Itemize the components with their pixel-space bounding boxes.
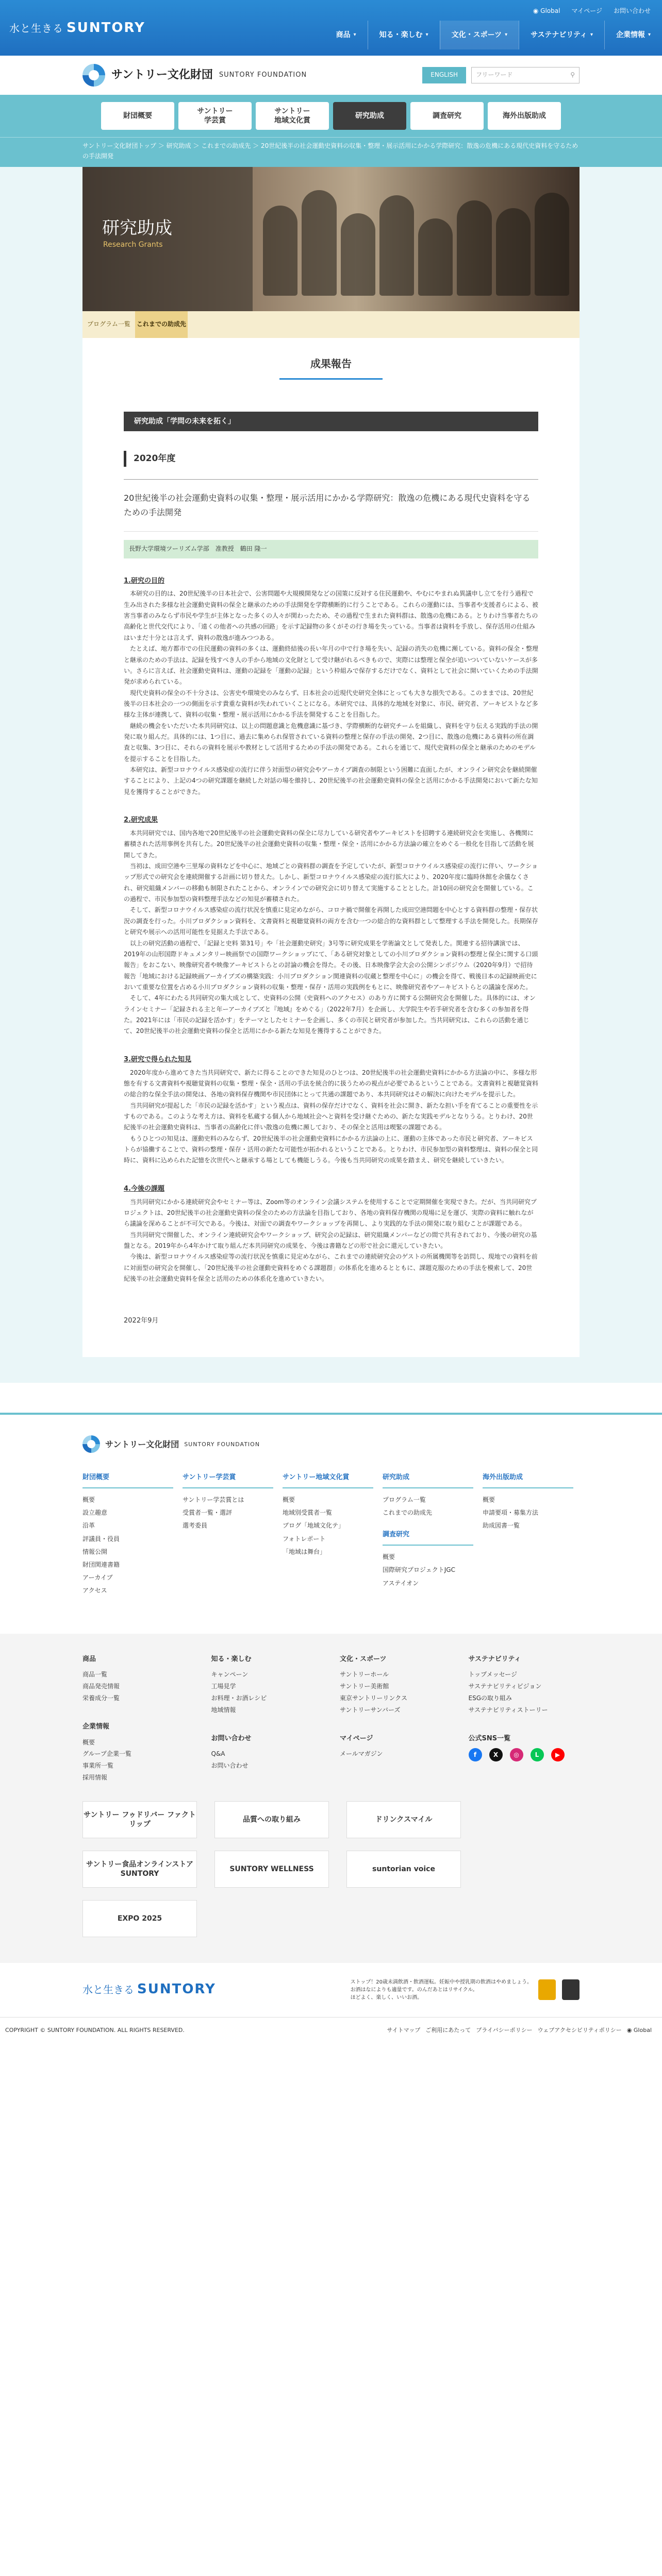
banner-grid [82,1801,580,1937]
footer-brand-bar [0,1963,662,2018]
corp-link[interactable]: 事業所一覧 [82,1762,114,1770]
footer-link[interactable]: 受賞者一覧・選評 [183,1509,233,1517]
foundation-footer [0,1413,662,1613]
section-paragraph: 当初は、成田空港や三里塚の資料などを中心に、地域ごとの資料群の調査を予定していたが、新型コロナウイルス感染症の流行に伴い、ワークショップ形式での研究会を連続開催する計画に切り替えた。しかし、新型コロナウイルス感染症の流行拡大により、2020年度に臨時休館を余儀なくされ、研究組織メンバーの移動も制限されたことから、オンラインでの研究会に切り替えて実施することとした。計10回の研究会を開催している。この過程で、市民参加型の資料整理手法などの知見が蓄積された。 [124,862,538,903]
footer-link[interactable]: 地域別受賞者一覧 [283,1509,333,1517]
banner-3[interactable]: サントリー食品オンラインストア SUNTORY [82,1851,197,1888]
report-section [124,1055,538,1166]
footer-col-3 [383,1472,473,1597]
global-nav-item-0[interactable]: 商品 ▾ [336,30,356,39]
corp-col-heading[interactable]: 文化・スポーツ [340,1655,387,1663]
global-nav-item-4[interactable]: 企業情報 ▾ [604,21,662,49]
suntory-logo[interactable]: 水と生きる SUNTORY [9,20,145,36]
search-icon[interactable]: ⚲ [570,71,575,79]
corp-col-c1 [82,1654,194,1784]
section-heading: 3.研究で得られた知見 [124,1055,191,1063]
chevron-down-icon: ▾ [425,32,428,38]
corp-link[interactable]: 概要 [82,1738,95,1746]
footer-bottom-link-2[interactable]: プライバシーポリシー [476,2026,533,2033]
copyright: COPYRIGHT © SUNTORY FOUNDATION. ALL RIGHTS RESERVED. [5,2026,185,2033]
section-paragraph: 2020年度から進めてきた当共同研究で、新たに得ることのできた知見のひとつは、20世紀後半の社会運動史資料にかかる方法論の中に、多様な形態を有する文書資料や視聴覚資料の収集・整理・保全・活用の手法を統合的に扱うための視点が必要であるということである。文書資料と視聴覚資料の総合的な保全手法の開発は、各地の資料保存機関や市民団体にとって共通の課題であり、本共同研究はその解決に向けたモデルを提示した。 [124,1069,539,1098]
chevron-down-icon: ▾ [505,32,508,38]
section-heading: 4.今後の課題 [124,1184,164,1193]
local-nav-item-4[interactable]: 調査研究 [410,102,484,130]
section-paragraph: もうひとつの知見は、運動史料のみならず、20世紀後半の社会運動史資料にかかる方法論の上に、運動の主体であった市民と研究者、アーキビストらが協働することで、資料の整理・保存・活用の新たな可能性が拓かれるということである。とりわけ、市民参加型の資料整理は、資料の保全と同時に、資料に込められた記憶を次世代へと継承する場としても機能しうる。今後も当共同研究の成果を踏まえ、研究を継続していきたい。 [124,1134,538,1164]
sns-icon[interactable]: X [489,1748,503,1761]
corp-link[interactable]: 商品発売情報 [82,1683,120,1690]
footer-link[interactable]: 情報公開 [82,1548,108,1555]
banner-0[interactable]: サントリー フゥドリバー ファクトリップ [82,1801,197,1838]
chevron-down-icon: ▾ [648,32,651,38]
footer-bottom-link-4[interactable]: ◉ Global [626,2026,652,2033]
footer-link[interactable]: 概要 [383,1553,395,1561]
footer-bottom-link-0[interactable]: サイトマップ [387,2026,421,2033]
corp-link[interactable]: トップメッセージ [468,1671,517,1679]
global-nav [325,21,662,49]
footer-link[interactable]: サントリー学芸賞とは [183,1496,244,1504]
footer-col-heading[interactable]: 研究助成 [383,1472,473,1488]
section-paragraph: そして、4年にわたる共同研究の集大成として、史資料の公開（史資料へのアクセス）のあり方に関する公開研究会を開催した。具体的には、オンラインセミナー「記録される主と年ーアーカイブズと『地域』をめぐる」（2022年7月）を企画し、大学院生や若手研究者を含む多くの参加者を得た。2021年には「市民の記録を活かす」をテーマとしたセミナーを企画し、多くの市民と研究者が参加した。当共同研究は、これらの活動を通じて、20世紀後半の社会運動史資料の保全と活用にかかる新たな知見を獲得することができた。 [124,994,536,1035]
foundation-mark-icon [82,1435,100,1453]
corp-link[interactable]: サントリーホール [340,1671,389,1679]
corp-link[interactable]: ESGの取り組み [468,1694,512,1702]
corp-link[interactable]: サステナビリティビジョン [468,1683,542,1690]
section-paragraph: 現代史資料の保全の不十分さは、公害史や環境史のみならず、日本社会の近現代史研究全体にとっても大きな損失である。このままでは、20世紀後半の日本社会の一つの側面を示す貴重な資料が失われていくことになる。本研究では、具体的な地域を対象に、市民、研究者、アーキビストなど多様な主体が連携して、資料の収集・整理・展示活用にかかる手法を開発することを目指した。 [124,689,538,719]
footer-link[interactable]: ブログ「地域文化テ」 [283,1522,345,1530]
footer-col-2 [283,1472,373,1597]
hero-banner [82,167,580,311]
banner-4[interactable]: SUNTORY WELLNESS [214,1851,329,1888]
tab-1[interactable]: これまでの助成先 [135,311,188,338]
footer-link[interactable]: 評議員・役員 [82,1535,120,1543]
footer-link[interactable]: 財団関連書籍 [82,1561,120,1569]
main-content [82,338,580,1358]
footer-link[interactable]: 選考委員 [183,1522,208,1530]
hero-photo [253,167,580,311]
sns-icon[interactable]: ▶ [551,1748,565,1761]
section-paragraph: 当共同研究にかかる連続研究会やセミナー等は、Zoom等のオンライン会議システムを使用することで定期開催を実現できた。だが、当共同研究プロジェクトは、20世紀後半の社会運動史資料の保全のための方法論を目指しており、各地の資料保存機関の現場に足を運び、実際の資料に触れながら議論を深めることが不可欠である。今後は、対面での調査やワークショップを再開し、より実践的な手法の開発に取り組むことが課題である。 [124,1198,537,1228]
banner-5[interactable]: suntorian voice [346,1851,461,1888]
english-button[interactable]: ENGLISH [422,67,466,83]
sub-tabs [82,311,580,338]
corp-link[interactable]: 工場見学 [211,1683,236,1690]
section-paragraph: 本研究の目的は、20世紀後半の日本社会で、公害問題や大規模開発などの国策に反対する住民運動や、やむにやまれぬ異議申し立てを行う過程で生み出された多様な社会運動史資料の保全と継承のための手法開発を学際横断的に行うことである。これらの運動には、当事者や支援者らによる、被害当事者のみならず市民や学生が主体となった多くの人々が関わったため、その過程で生まれた資料群は、散逸の危機にある。とりわけ当事者たちの高齢化と世代交代により、「遠くの他者への共感の回路」を示す記録物の多くがその行き場を失っている。当事者は資料を手放し、保存活用の仕組みはいまだ十分とは言えず、資料の散逸が進みつつある。 [124,590,539,641]
drink-responsibly-message: ストップ！20歳未満飲酒・飲酒運転。妊娠中や授乳期の飲酒はやめましょう。 お酒はなによりも適量です。のんだあとはリサイクル。 ほどよく、楽しく、いいお酒。 [350,1979,532,2001]
banner-6[interactable]: EXPO 2025 [82,1900,197,1937]
footer-col-1 [183,1472,273,1597]
local-nav-item-2[interactable]: サントリー 地域文化賞 [256,102,329,130]
corp-link[interactable]: メールマガジン [340,1750,383,1758]
section-paragraph: 当共同研究が提起した「市民の記録を活かす」という視点は、資料の保存だけでなく、資料を社会に開き、新たな担い手を育てることの重要性を示すものである。このような考え方は、資料を私蔵する個人から地域社会へと資料を受け継ぐための、新たな実践モデルとなりうる。とりわけ、20世紀後半の社会運動史資料は、当事者の高齢化に伴い散逸の危機に瀕しており、その保全と活用は喫緊の課題である。 [124,1101,538,1131]
corp-col-heading[interactable]: 公式SNS一覧 [468,1734,511,1742]
section-paragraph: 継続の機会をいただいた本共同研究は、以上の問題意識と危機意識に基づき、学際横断的な研究チームを組織し、資料を守り伝える実践的手法の開発に取り組んだ。具体的には、1つ目に、過去に集められ保管されている資料の整理と保存の手法の開発、2つ目に、散逸の危機にある資料の所在調査と収集、3つ目に、それらの資料を展示や教材として活用するための手法の開発である。これらを通じて、現代史資料の保全と継承のためのモデルを提示することを目指した。 [124,722,538,762]
utility-nav [533,6,651,16]
local-nav-item-3[interactable]: 研究助成 [333,102,406,130]
local-nav-item-0[interactable]: 財団概要 [101,102,174,130]
section-heading: 1.研究の目的 [124,577,164,585]
principal-investigator: 長野大学環境ツーリズム学部 准教授 鶴田 隆一 [124,540,538,558]
search-input[interactable]: フリーワード ⚲ [471,67,580,83]
corp-col-heading[interactable]: 企業情報 [82,1722,110,1731]
footer-col-0 [82,1472,173,1597]
corp-col-heading[interactable]: マイページ [340,1734,373,1742]
footer-logo[interactable]: サントリー文化財団 SUNTORY FOUNDATION [82,1435,580,1453]
util-link-1[interactable]: マイページ [571,7,602,14]
global-nav-item-3[interactable]: サステナビリティ ▾ [519,21,604,49]
footer-link[interactable]: アステイオン [383,1579,419,1587]
corp-link[interactable]: Q&A [211,1750,225,1758]
corp-link[interactable]: お問い合わせ [211,1762,249,1770]
global-header [0,0,662,56]
report-date: 2022年9月 [124,1316,159,1325]
footer-col-4 [483,1472,573,1597]
footer-link[interactable]: 助成図書一覧 [483,1522,520,1530]
section-heading: 2.研究成果 [124,816,158,824]
footer-link[interactable]: 沿革 [82,1522,95,1530]
corp-col-heading[interactable]: お問い合わせ [211,1734,252,1742]
hero-subtitle: Research Grants [103,240,163,249]
program-bar: 研究助成「学問の未来を拓く」 [124,412,538,431]
corp-link[interactable]: 地域情報 [211,1706,236,1714]
corp-col-heading[interactable]: 商品 [82,1655,96,1663]
corp-col-heading[interactable]: 知る・楽しむ [211,1655,252,1663]
corp-link[interactable]: グループ企業一覧 [82,1750,132,1758]
section-paragraph: 当共同研究で開催した、オンライン連続研究会やワークショップ、研究会の記録は、研究組織メンバーなどの間で共有されており、今後の研究の基盤となる。2019年から4年かけて取り組んだ本共同研究の成果を、今後は書籍などの形で社会に還元していきたい。 [124,1231,537,1250]
hero-title: 研究助成 [102,217,172,239]
chevron-down-icon: ▾ [590,32,593,38]
sns-icon[interactable]: ◎ [510,1748,523,1761]
banner-2[interactable]: ドリンクスマイル [346,1801,461,1838]
foundation-logo[interactable]: サントリー文化財団 SUNTORY FOUNDATION [82,64,307,87]
corp-link[interactable]: 栄養成分一覧 [82,1694,120,1702]
report-section [124,576,538,798]
corp-link[interactable]: サステナビリティストーリー [468,1706,548,1714]
sns-icon[interactable]: f [469,1748,482,1761]
corp-link[interactable]: キャンペーン [211,1671,249,1679]
foundation-mark-icon [82,64,105,87]
corp-col-c4 [469,1654,580,1784]
report-section [124,1184,538,1285]
section-paragraph: 本研究は、新型コロナウイルス感染症の流行に伴う対面型の研究会やアーカイブ調査の制限という困難に直面したが、オンライン研究会を継続開催することにより、上記の4つの研究課題を継続した対話の場を維持し、20世紀後半の社会運動史資料の保全と活用にかかる手法開発において新たな知見を獲得することができた。 [124,766,538,795]
footer-link[interactable]: フォトレポート [283,1535,326,1543]
corp-col-heading[interactable]: サステナビリティ [468,1655,521,1663]
local-nav-item-1[interactable]: サントリー 学芸賞 [178,102,252,130]
footer-link[interactable]: 申請要項・募集方法 [483,1509,539,1517]
sns-icon[interactable]: L [531,1748,544,1761]
corp-link[interactable]: 採用情報 [82,1773,108,1781]
local-nav-item-5[interactable]: 海外出版助成 [488,102,561,130]
section-paragraph: たとえば、地方都市での住民運動の資料の多くは、運動終結後の長い年月の中で行き場を失い、記録の消失の危機に瀕している。資料の保全・整理と継承のための手法は、記録を残すべき人の手から地域の文化財として受け継がれるべきもので、実際には整理と保全が追いついていないケースが多い。さらに言えば、社会運動史資料は、運動の記録を「運動の記録」という枠組みで保存するだけでなく、資料として社会に開いていくための手法開発が求められている。 [124,645,539,686]
footer-bottom-link-3[interactable]: ウェブアクセシビリティポリシー [537,2026,622,2033]
corp-col-c3 [340,1654,451,1784]
footer-link[interactable]: 「地域は舞台」 [283,1548,326,1555]
foundation-header [0,56,662,95]
corp-link[interactable]: サントリー美術館 [340,1683,389,1690]
footer-link[interactable]: アーカイブ [82,1574,113,1582]
global-nav-item-2[interactable]: 文化・スポーツ ▾ [440,21,519,49]
footer-link[interactable]: これまでの助成先 [383,1509,433,1517]
corporate-footer [0,1634,662,1963]
recycle-badge-icon [562,1979,580,2000]
chevron-down-icon: ▾ [353,32,356,38]
footer-link[interactable]: 概要 [82,1496,95,1504]
footer-link[interactable]: 設立趣意 [82,1509,108,1517]
section-paragraph: そして、新型コロナウイルス感染症の流行状況を慎重に見定めながら、コロナ禍で開催を再開した成田空港問題を中心とする資料群の整理・保存状況の調査を行った。小川プロダクション資料を、文書資料と視聴覚資料の両方を含む一つの総合的な資料群として整理する手法を開発した。長期保存と研究や展示への活用可能性を見据えた手法である。 [124,906,538,936]
footer-bottom [0,2018,662,2045]
section-paragraph: 今後は、新型コロナウイルス感染症等の流行状況を慎重に見定めながら、これまでの連続研究会のゲストの所属機関等を訪問し、現地での資料を前に対面型の研究会を開催し、「20世紀後半の社会運動史資料をめぐる課題群」の体系化を進めるとともに、課題克服のための手法を模索して、20世紀後半の社会運動史資料を保全と活用のための体系化を進めていきたい。 [124,1253,538,1283]
corp-link[interactable]: お料理・お酒レシピ [211,1694,267,1702]
footer-link[interactable]: アクセス [82,1587,107,1595]
util-link-2[interactable]: お問い合わせ [613,7,651,14]
footer-link[interactable]: プログラム一覧 [383,1496,426,1504]
corp-link[interactable]: サントリーサンバーズ [340,1706,401,1714]
page-heading: 成果報告 [124,355,538,387]
footer-link[interactable]: 概要 [283,1496,295,1504]
footer-link[interactable]: 国際研究プロジェクトJGC [383,1566,455,1574]
banner-1[interactable]: 品質への取り組み [214,1801,329,1838]
footer-col-heading[interactable]: 調査研究 [383,1530,473,1546]
suntory-logo[interactable]: 水と生きる SUNTORY [82,1981,216,1997]
global-nav-item-1[interactable]: 知る・楽しむ ▾ [368,21,440,49]
report-section [124,815,538,1037]
local-nav [0,95,662,137]
research-title: 20世紀後半の社会運動史資料の収集・整理・展示活用にかかる学際研究：散逸の危機にある現代史資料を守るための手法開発 [124,479,538,532]
footer-col-heading[interactable]: サントリー学芸賞 [183,1472,273,1488]
footer-bottom-link-1[interactable]: ご利用にあたって [425,2026,471,2033]
age-badge-icon [538,1979,556,2000]
tab-0[interactable]: プログラム一覧 [87,320,130,328]
report-body [124,576,538,1285]
corp-link[interactable]: 商品一覧 [82,1671,108,1679]
section-paragraph: 本共同研究では、国内各地で20世紀後半の社会運動史資料の保全に尽力している研究者やアーキビストを招聘する連続研究会を実施し、各機関に蓄積された活用事例を共有した。20世紀後半の社会運動史資料の収集・整理・保全・活用にかかる方法論の確立をめぐる一般化を目指して活動を展開してきた。 [124,829,534,859]
footer-col-heading[interactable]: 財団概要 [82,1472,173,1488]
footer-col-heading[interactable]: サントリー地域文化賞 [283,1472,373,1488]
util-link-0[interactable]: ◉ Global [533,7,560,14]
footer-link[interactable]: 概要 [483,1496,495,1504]
footer-col-heading[interactable]: 海外出版助成 [483,1472,573,1488]
section-paragraph: 以上の研究活動の過程で、「記録と史料 第31号」や「社会運動史研究」3号等に研究成果を学術論文として発表した。関連する招待講演では、2019年の山形国際ドキュメンタリー映画祭での国際ワークショップにて、「ある研究対象としての小川プロダクション資料の整理と保全に関する口頭報告」をおこない、映像研究者や映像アーキビストらとの討論の機会を得た。その後、日本映像学会大会の公開シンポジウム（2020年9月）で招待報告「地域における記録映画アーカイブズの構築実践：小川プロダクション関連資料の収蔵と整理を中心に」の機会を得て、戦後日本の記録映画史において重要な位置を占める小川プロダクション資料の収集・整理・保存・活用の実践例をもとに、映像研究者やアーキビストらとの議論を深めた。 [124,939,538,991]
sns-links [469,1748,580,1761]
corp-col-c2 [211,1654,323,1784]
corp-link[interactable]: 東京サントリーリンクス [340,1694,408,1702]
breadcrumb[interactable]: サントリー文化財団トップ ＞ 研究助成 ＞ これまでの助成先 ＞ 20世紀後半の社会運動史資料の収集・整理・展示活用にかかる学際研究：散逸の危機にある現代史資料を守るための手法開発 [0,137,662,167]
fiscal-year: 2020年度 [124,451,538,467]
